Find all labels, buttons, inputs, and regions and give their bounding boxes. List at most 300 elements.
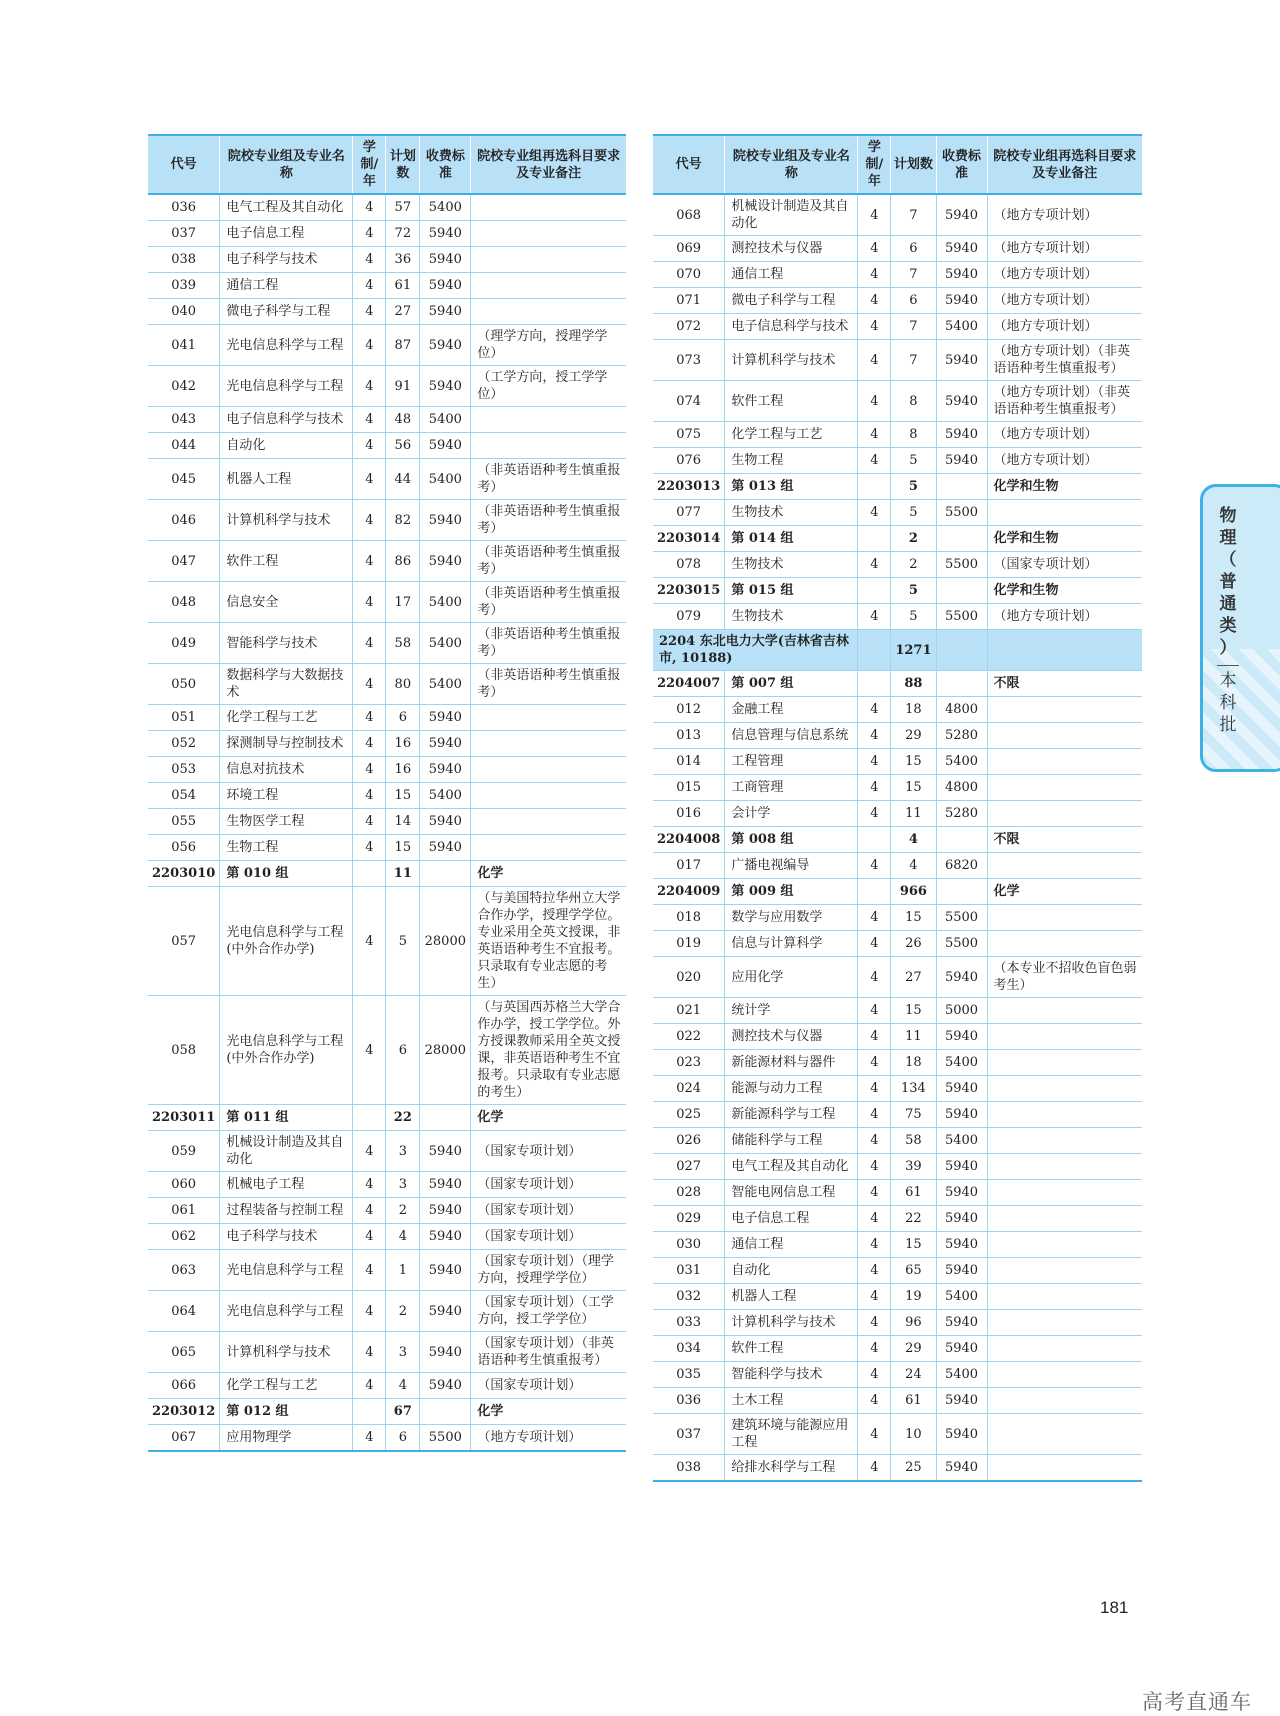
cell-code: 042 [148, 366, 220, 407]
cell-tuition: 5400 [420, 783, 471, 809]
cell-code: 028 [653, 1180, 725, 1206]
cell-requirements [471, 273, 626, 299]
cell-code: 035 [653, 1362, 725, 1388]
cell-code: 036 [653, 1388, 725, 1414]
cell-duration: 4 [353, 221, 386, 247]
header-code: 代号 [653, 135, 725, 194]
cell-duration: 4 [858, 931, 891, 957]
cell-tuition: 5400 [420, 407, 471, 433]
cell-major-name: 自动化 [725, 1258, 858, 1284]
cell-code: 040 [148, 299, 220, 325]
table-row [148, 783, 626, 809]
cell-code: 058 [148, 996, 220, 1105]
cell-plan-count: 15 [891, 1232, 936, 1258]
cell-duration: 4 [858, 853, 891, 879]
cell-code: 033 [653, 1310, 725, 1336]
cell-requirements: 化学和生物 [987, 578, 1142, 604]
cell-requirements [987, 1180, 1142, 1206]
cell-duration: 4 [353, 835, 386, 861]
cell-requirements [471, 433, 626, 459]
cell-requirements: （地方专项计划） [987, 604, 1142, 630]
cell-requirements: （国家专项计划） [471, 1224, 626, 1250]
cell-requirements: （国家专项计划）（非英语语种考生慎重报考） [471, 1332, 626, 1373]
cell-duration: 4 [858, 288, 891, 314]
cell-code: 054 [148, 783, 220, 809]
cell-tuition: 28000 [420, 996, 471, 1105]
cell-tuition: 5940 [420, 1291, 471, 1332]
cell-code: 023 [653, 1050, 725, 1076]
cell-plan-count: 7 [891, 262, 936, 288]
cell-tuition: 5400 [936, 1362, 987, 1388]
cell-code: 067 [148, 1425, 220, 1452]
cell-plan-count: 2 [386, 1198, 420, 1224]
cell-tuition: 5280 [936, 801, 987, 827]
cell-requirements: （国家专项计划）（工学方向，授工学学位） [471, 1291, 626, 1332]
cell-major-name: 生物技术 [725, 500, 858, 526]
cell-tuition [420, 861, 471, 887]
cell-code: 056 [148, 835, 220, 861]
cell-requirements [471, 247, 626, 273]
cell-requirements: （国家专项计划） [471, 1198, 626, 1224]
cell-code: 062 [148, 1224, 220, 1250]
table-row [148, 809, 626, 835]
cell-requirements: （非英语语种考生慎重报考） [471, 541, 626, 582]
cell-code: 075 [653, 422, 725, 448]
cell-code: 030 [653, 1232, 725, 1258]
cell-major-name: 第 008 组 [725, 827, 858, 853]
cell-plan-count: 5 [891, 578, 936, 604]
cell-duration: 4 [353, 1291, 386, 1332]
table-row [148, 1250, 626, 1291]
cell-requirements [987, 931, 1142, 957]
table-row [653, 801, 1142, 827]
cell-tuition: 5940 [936, 1258, 987, 1284]
cell-duration: 4 [858, 314, 891, 340]
cell-plan-count: 88 [891, 671, 936, 697]
vertical-char: 本 [1219, 671, 1237, 691]
cell-requirements: （地方专项计划） [987, 236, 1142, 262]
cell-code: 079 [653, 604, 725, 630]
cell-tuition: 4800 [936, 697, 987, 723]
cell-requirements: （地方专项计划） [987, 422, 1142, 448]
cell-duration: 4 [353, 541, 386, 582]
cell-duration: 4 [353, 1131, 386, 1172]
cell-duration: 4 [858, 1024, 891, 1050]
cell-code: 032 [653, 1284, 725, 1310]
cell-school-name: 2204 东北电力大学(吉林省吉林市, 10188) [653, 630, 858, 671]
cell-requirements [471, 221, 626, 247]
table-row [148, 996, 626, 1105]
cell-code: 038 [653, 1455, 725, 1482]
cell-plan-count: 86 [386, 541, 420, 582]
cell-tuition: 5400 [420, 194, 471, 221]
cell-major-name: 数学与应用数学 [725, 905, 858, 931]
cell-major-name: 机器人工程 [725, 1284, 858, 1310]
cell-major-name: 电气工程及其自动化 [725, 1154, 858, 1180]
cell-code: 034 [653, 1336, 725, 1362]
cell-plan-count: 24 [891, 1362, 936, 1388]
cell-major-name: 电子信息工程 [220, 221, 353, 247]
cell-major-name: 软件工程 [725, 1336, 858, 1362]
cell-requirements: 化学 [471, 1105, 626, 1131]
cell-tuition: 5940 [420, 366, 471, 407]
cell-major-name: 软件工程 [220, 541, 353, 582]
cell-requirements [471, 757, 626, 783]
cell-tuition: 5940 [936, 448, 987, 474]
cell-code: 068 [653, 194, 725, 236]
cell-major-name: 第 007 组 [725, 671, 858, 697]
cell-plan-count: 6 [386, 996, 420, 1105]
cell-tuition: 28000 [420, 887, 471, 996]
page-number: 181 [1100, 1598, 1129, 1617]
cell-plan-count: 61 [891, 1388, 936, 1414]
cell-code: 051 [148, 705, 220, 731]
cell-major-name: 新能源科学与工程 [725, 1102, 858, 1128]
cell-duration: 4 [858, 723, 891, 749]
cell-plan-count: 6 [386, 705, 420, 731]
cell-tuition [936, 630, 987, 671]
cell-code: 043 [148, 407, 220, 433]
cell-requirements [987, 1258, 1142, 1284]
cell-requirements [987, 1076, 1142, 1102]
cell-plan-count: 22 [386, 1105, 420, 1131]
cell-major-name: 工商管理 [725, 775, 858, 801]
table-row [653, 1414, 1142, 1455]
cell-requirements: （与美国特拉华州立大学合作办学，授理学学位。专业采用全英文授课，非英语语种考生不宜报考。只录取有专业志愿的考生） [471, 887, 626, 996]
cell-plan-count: 2 [891, 526, 936, 552]
cell-tuition: 5940 [420, 1172, 471, 1198]
table-row [653, 604, 1142, 630]
cell-tuition: 5000 [936, 998, 987, 1024]
group-row [653, 879, 1142, 905]
cell-code: 018 [653, 905, 725, 931]
cell-plan-count: 29 [891, 723, 936, 749]
cell-tuition: 5940 [936, 262, 987, 288]
cell-duration: 4 [353, 247, 386, 273]
cell-tuition: 5400 [936, 749, 987, 775]
cell-major-name: 计算机科学与技术 [220, 500, 353, 541]
cell-duration: 4 [858, 801, 891, 827]
cell-plan-count: 4 [891, 827, 936, 853]
cell-major-name: 第 013 组 [725, 474, 858, 500]
table-row [148, 1224, 626, 1250]
cell-major-name: 过程装备与控制工程 [220, 1198, 353, 1224]
cell-requirements [987, 697, 1142, 723]
cell-requirements [987, 630, 1142, 671]
cell-code: 2203013 [653, 474, 725, 500]
cell-tuition: 5500 [936, 500, 987, 526]
cell-code: 2203015 [653, 578, 725, 604]
cell-plan-count: 5 [891, 448, 936, 474]
header-requirements: 院校专业组再选科目要求及专业备注 [987, 135, 1142, 194]
table-row [148, 325, 626, 366]
table-row [148, 500, 626, 541]
cell-plan-count: 26 [891, 931, 936, 957]
vertical-char: 类 [1219, 616, 1237, 636]
table-row [653, 1388, 1142, 1414]
cell-tuition: 5940 [936, 1180, 987, 1206]
cell-tuition: 5500 [936, 931, 987, 957]
table-row [148, 299, 626, 325]
cell-major-name: 数据科学与大数据技术 [220, 664, 353, 705]
cell-tuition: 5940 [936, 194, 987, 236]
cell-duration: 4 [353, 459, 386, 500]
cell-duration: 4 [353, 273, 386, 299]
cell-duration: 4 [858, 775, 891, 801]
cell-duration: 4 [858, 1388, 891, 1414]
cell-requirements [987, 723, 1142, 749]
cell-tuition: 5400 [420, 623, 471, 664]
table-row [653, 1102, 1142, 1128]
cell-requirements [987, 1414, 1142, 1455]
cell-duration: 4 [858, 905, 891, 931]
cell-tuition: 5500 [420, 1425, 471, 1452]
cell-duration: 4 [353, 500, 386, 541]
cell-major-name: 光电信息科学与工程 [220, 325, 353, 366]
cell-tuition: 5940 [936, 1388, 987, 1414]
cell-code: 013 [653, 723, 725, 749]
table-row [653, 853, 1142, 879]
cell-major-name: 第 009 组 [725, 879, 858, 905]
cell-major-name: 探测制导与控制技术 [220, 731, 353, 757]
cell-duration: 4 [858, 340, 891, 381]
vertical-char: 物 [1219, 506, 1237, 526]
cell-major-name: 生物工程 [725, 448, 858, 474]
table-row [148, 273, 626, 299]
cell-major-name: 工程管理 [725, 749, 858, 775]
cell-duration: 4 [858, 552, 891, 578]
header-code: 代号 [148, 135, 220, 194]
table-row [653, 1284, 1142, 1310]
cell-major-name: 自动化 [220, 433, 353, 459]
cell-plan-count: 15 [891, 749, 936, 775]
cell-requirements [987, 1455, 1142, 1482]
cell-major-name: 通信工程 [725, 1232, 858, 1258]
table-row [148, 433, 626, 459]
cell-major-name: 应用物理学 [220, 1425, 353, 1452]
cell-requirements: 化学 [471, 1399, 626, 1425]
cell-code: 044 [148, 433, 220, 459]
cell-code: 077 [653, 500, 725, 526]
cell-duration: 4 [353, 705, 386, 731]
cell-tuition: 5940 [936, 1336, 987, 1362]
cell-code: 027 [653, 1154, 725, 1180]
table-row [653, 381, 1142, 422]
table-row [148, 459, 626, 500]
cell-tuition [420, 1399, 471, 1425]
cell-tuition: 5940 [420, 1250, 471, 1291]
cell-code: 065 [148, 1332, 220, 1373]
table-row [148, 757, 626, 783]
cell-major-name: 生物工程 [220, 835, 353, 861]
cell-code: 012 [653, 697, 725, 723]
cell-requirements [987, 1362, 1142, 1388]
cell-requirements: （工学方向，授工学学位） [471, 366, 626, 407]
cell-plan-count: 96 [891, 1310, 936, 1336]
cell-code: 015 [653, 775, 725, 801]
group-row [148, 1105, 626, 1131]
cell-tuition: 5940 [936, 1232, 987, 1258]
cell-requirements: （地方专项计划） [471, 1425, 626, 1452]
cell-major-name: 统计学 [725, 998, 858, 1024]
cell-duration: 4 [858, 194, 891, 236]
cell-plan-count: 11 [891, 1024, 936, 1050]
cell-tuition: 5940 [936, 1414, 987, 1455]
cell-duration [353, 1399, 386, 1425]
category-side-tab [1200, 484, 1280, 772]
cell-requirements [987, 1232, 1142, 1258]
cell-major-name: 智能科学与技术 [220, 623, 353, 664]
vertical-char: 批 [1219, 715, 1237, 735]
cell-major-name: 电子科学与技术 [220, 1224, 353, 1250]
cell-requirements [987, 749, 1142, 775]
cell-major-name: 电子信息工程 [725, 1206, 858, 1232]
cell-plan-count: 8 [891, 422, 936, 448]
group-row [653, 526, 1142, 552]
cell-code: 057 [148, 887, 220, 996]
cell-duration [858, 526, 891, 552]
cell-major-name: 信息管理与信息系统 [725, 723, 858, 749]
table-row [653, 1128, 1142, 1154]
cell-requirements [987, 905, 1142, 931]
cell-tuition: 5940 [420, 247, 471, 273]
cell-requirements [471, 809, 626, 835]
cell-plan-count: 11 [386, 861, 420, 887]
cell-plan-count: 72 [386, 221, 420, 247]
cell-major-name: 化学工程与工艺 [220, 1373, 353, 1399]
cell-duration [858, 671, 891, 697]
vertical-char: 理 [1219, 528, 1237, 548]
table-row [653, 697, 1142, 723]
cell-major-name: 光电信息科学与工程 [220, 1291, 353, 1332]
cell-code: 020 [653, 957, 725, 998]
cell-tuition: 5400 [420, 459, 471, 500]
cell-requirements: （非英语语种考生慎重报考） [471, 459, 626, 500]
cell-tuition: 5940 [420, 809, 471, 835]
cell-duration [858, 827, 891, 853]
cell-major-name: 光电信息科学与工程(中外合作办学) [220, 887, 353, 996]
table-row [653, 1336, 1142, 1362]
cell-code: 070 [653, 262, 725, 288]
cell-code: 2204009 [653, 879, 725, 905]
cell-requirements [471, 194, 626, 221]
cell-tuition: 5940 [936, 422, 987, 448]
cell-requirements [471, 705, 626, 731]
cell-tuition: 5940 [936, 381, 987, 422]
cell-code: 017 [653, 853, 725, 879]
cell-requirements: （地方专项计划）（非英语语种考生慎重报考） [987, 381, 1142, 422]
table-row [148, 366, 626, 407]
cell-plan-count: 18 [891, 697, 936, 723]
cell-duration: 4 [858, 1076, 891, 1102]
cell-duration: 4 [353, 194, 386, 221]
cell-requirements: （非英语语种考生慎重报考） [471, 500, 626, 541]
cell-duration: 4 [858, 500, 891, 526]
cell-duration: 4 [353, 731, 386, 757]
cell-plan-count: 5 [386, 887, 420, 996]
cell-major-name: 电气工程及其自动化 [220, 194, 353, 221]
left-admission-table [148, 134, 626, 1452]
cell-code: 025 [653, 1102, 725, 1128]
cell-tuition [936, 526, 987, 552]
cell-code: 2203012 [148, 1399, 220, 1425]
table-row [653, 288, 1142, 314]
cell-code: 045 [148, 459, 220, 500]
cell-plan-count: 65 [891, 1258, 936, 1284]
header-tuition: 收费标准 [936, 135, 987, 194]
table-row [653, 1310, 1142, 1336]
header-duration: 学制/年 [353, 135, 386, 194]
right-admission-table [653, 134, 1142, 1482]
table-row [148, 1172, 626, 1198]
cell-major-name: 电子科学与技术 [220, 247, 353, 273]
cell-duration: 4 [858, 381, 891, 422]
cell-requirements: （地方专项计划） [987, 314, 1142, 340]
cell-duration: 4 [858, 604, 891, 630]
table-row [148, 623, 626, 664]
cell-duration: 4 [353, 433, 386, 459]
cell-duration: 4 [858, 1284, 891, 1310]
cell-requirements [987, 1024, 1142, 1050]
cell-duration: 4 [858, 1336, 891, 1362]
cell-code: 029 [653, 1206, 725, 1232]
cell-tuition: 5400 [936, 1050, 987, 1076]
cell-duration: 4 [353, 887, 386, 996]
cell-tuition: 5940 [420, 1131, 471, 1172]
cell-major-name: 计算机科学与技术 [725, 340, 858, 381]
cell-duration: 4 [353, 325, 386, 366]
cell-requirements [987, 500, 1142, 526]
cell-plan-count: 25 [891, 1455, 936, 1482]
cell-plan-count: 14 [386, 809, 420, 835]
cell-tuition: 5940 [420, 1198, 471, 1224]
cell-major-name: 第 012 组 [220, 1399, 353, 1425]
table-row [653, 1076, 1142, 1102]
cell-major-name: 信息与计算科学 [725, 931, 858, 957]
cell-duration [858, 474, 891, 500]
cell-code: 069 [653, 236, 725, 262]
cell-tuition [936, 671, 987, 697]
cell-major-name: 会计学 [725, 801, 858, 827]
cell-major-name: 生物医学工程 [220, 809, 353, 835]
cell-plan-count: 10 [891, 1414, 936, 1455]
cell-code: 052 [148, 731, 220, 757]
cell-tuition: 5940 [420, 1373, 471, 1399]
cell-tuition: 5940 [936, 340, 987, 381]
cell-tuition: 5940 [420, 221, 471, 247]
cell-major-name: 光电信息科学与工程(中外合作办学) [220, 996, 353, 1105]
cell-duration: 4 [353, 299, 386, 325]
cell-tuition: 5500 [936, 905, 987, 931]
cell-code: 2204007 [653, 671, 725, 697]
cell-major-name: 建筑环境与能源应用工程 [725, 1414, 858, 1455]
cell-requirements: （与英国西苏格兰大学合作办学，授工学学位。外方授课教师采用全英文授课，非英语语种考生不宜报考。只录取有专业志愿的考生） [471, 996, 626, 1105]
cell-plan-count: 16 [386, 731, 420, 757]
cell-requirements: （地方专项计划） [987, 448, 1142, 474]
cell-tuition: 5400 [936, 1128, 987, 1154]
cell-requirements [987, 801, 1142, 827]
cell-major-name: 信息安全 [220, 582, 353, 623]
cell-plan-count: 48 [386, 407, 420, 433]
cell-tuition: 5940 [936, 1076, 987, 1102]
cell-plan-count: 4 [386, 1373, 420, 1399]
group-row [148, 861, 626, 887]
cell-plan-count: 1 [386, 1250, 420, 1291]
header-tuition: 收费标准 [420, 135, 471, 194]
cell-tuition [936, 827, 987, 853]
cell-tuition: 5940 [936, 236, 987, 262]
cell-duration: 4 [858, 1362, 891, 1388]
